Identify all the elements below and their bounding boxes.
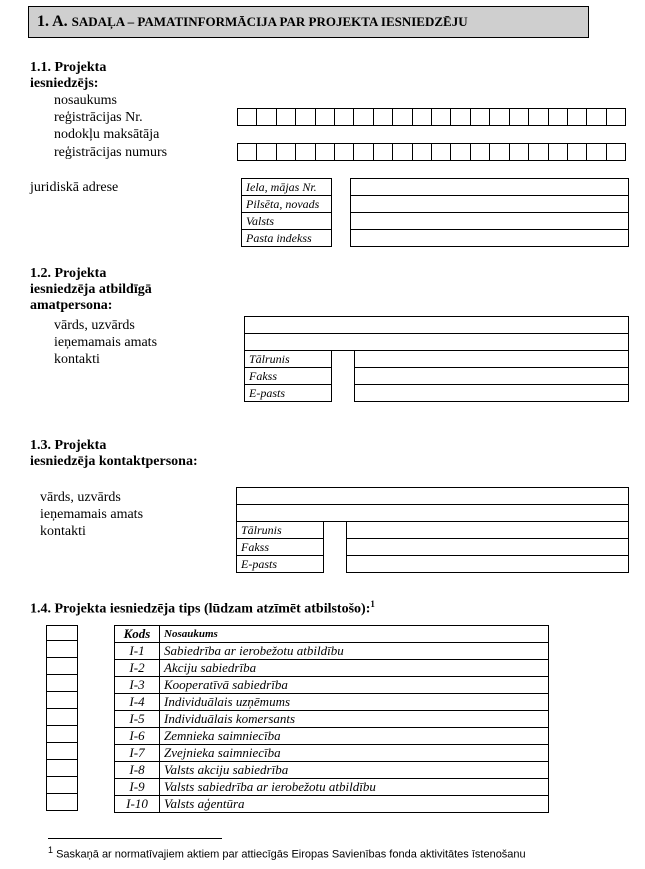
table-row: I-8 Valsts akciju sabiedrība: [115, 762, 549, 779]
s11-tax-label-2: reģistrācijas numurs: [54, 145, 168, 160]
s14-footnote-ref: 1: [370, 599, 375, 609]
s12-contact-labels: [244, 350, 332, 402]
table-row: I-5 Individuālais komersants: [115, 711, 549, 728]
address-postal-input[interactable]: [351, 230, 629, 247]
type-checkbox-i10[interactable]: [47, 794, 78, 811]
s13-contacts-label: kontakti: [40, 524, 86, 539]
address-city-input[interactable]: [351, 196, 629, 213]
table-row: I-1 Sabiedrība ar ierobežotu atbildību: [115, 643, 549, 660]
s13-position-label: ieņemamais amats: [40, 507, 144, 522]
footnote-text: Saskaņā ar normatīvajiem aktiem par attiecīgās Eiropas Savienības fonda aktivitātes īstenošanu: [56, 848, 526, 861]
type-checkbox-i9[interactable]: [47, 777, 78, 794]
s11-tax-label-1: nodokļu maksātāja: [54, 127, 160, 142]
s12-phone-input[interactable]: [355, 351, 629, 368]
s12-contact-inputs: [354, 350, 629, 402]
footnote-mark: 1: [48, 845, 54, 855]
address-country-input[interactable]: [351, 213, 629, 230]
table-row: I-10 Valsts aģentūra: [115, 796, 549, 813]
address-country-label: Valsts: [242, 213, 332, 230]
table-row: I-6 Zemnieka saimniecība: [115, 728, 549, 745]
col-code-header: Kods: [115, 626, 160, 643]
type-checkbox-i8[interactable]: [47, 760, 78, 777]
s12-email-label: E-pasts: [245, 385, 332, 402]
checkbox-header-cell: [47, 626, 78, 641]
s13-email-input[interactable]: [347, 556, 629, 573]
type-checkbox-i5[interactable]: [47, 709, 78, 726]
table-row: I-4 Individuālais uzņēmums: [115, 694, 549, 711]
s11-name-label: nosaukums: [54, 93, 117, 108]
s13-title: 1.3. Projekta iesniedzēja kontaktpersona:: [30, 438, 198, 469]
address-labels-table: [241, 178, 332, 247]
address-postal-label: Pasta indekss: [242, 230, 332, 247]
s12-title: 1.2. Projekta iesniedzēja atbildīgā amatpersona:: [30, 266, 152, 313]
footnote-separator: [48, 838, 222, 839]
s12-contacts-label: kontakti: [54, 352, 100, 367]
table-row: I-3 Kooperatīvā sabiedrība: [115, 677, 549, 694]
s13-fax-label: Fakss: [237, 539, 324, 556]
reg-number-field[interactable]: [237, 108, 626, 126]
s13-position-input[interactable]: [236, 504, 629, 522]
type-checkbox-i3[interactable]: [47, 675, 78, 692]
address-street-input[interactable]: [351, 179, 629, 196]
s11-title: 1.1. Projekta iesniedzējs:: [30, 60, 107, 91]
type-checkbox-i7[interactable]: [47, 743, 78, 760]
section-header: [28, 6, 589, 38]
s13-phone-label: Tālrunis: [237, 522, 324, 539]
s12-position-input[interactable]: [244, 333, 629, 351]
s12-phone-label: Tālrunis: [245, 351, 332, 368]
s13-phone-input[interactable]: [347, 522, 629, 539]
section-title: SADAĻA – PAMATINFORMĀCIJA PAR PROJEKTA IESNIEDZĒJU: [71, 14, 468, 29]
s13-contact-labels: [236, 521, 324, 573]
s12-position-label: ieņemamais amats: [54, 335, 158, 350]
s12-email-input[interactable]: [355, 385, 629, 402]
type-checkbox-i1[interactable]: [47, 641, 78, 658]
address-street-label: Iela, mājas Nr.: [242, 179, 332, 196]
s13-fax-input[interactable]: [347, 539, 629, 556]
table-row: I-2 Akciju sabiedrība: [115, 660, 549, 677]
type-code-table: [114, 625, 549, 813]
tax-number-field[interactable]: [237, 143, 626, 161]
s12-fax-input[interactable]: [355, 368, 629, 385]
address-inputs-table: [350, 178, 629, 247]
col-name-header: Nosaukums: [160, 626, 549, 643]
s13-name-label: vārds, uzvārds: [40, 490, 121, 505]
type-checkbox-i6[interactable]: [47, 726, 78, 743]
footnote: [48, 845, 526, 861]
address-city-label: Pilsēta, novads: [242, 196, 332, 213]
type-checkbox-column: [46, 625, 78, 811]
s13-name-input[interactable]: [236, 487, 629, 505]
s12-name-label: vārds, uzvārds: [54, 318, 135, 333]
table-row: I-9 Valsts sabiedrība ar ierobežotu atbildību: [115, 779, 549, 796]
s12-fax-label: Fakss: [245, 368, 332, 385]
s14-title: 1.4. Projekta iesniedzēja tips (lūdzam atzīmēt atbilstošo):$^1$: [30, 599, 375, 617]
table-row: I-7 Zvejnieka saimniecība: [115, 745, 549, 762]
section-number: 1. A.: [37, 13, 68, 30]
s11-regnr-label: reģistrācijas Nr.: [54, 110, 143, 125]
type-checkbox-i2[interactable]: [47, 658, 78, 675]
s13-email-label: E-pasts: [237, 556, 324, 573]
s13-contact-inputs: [346, 521, 629, 573]
s11-address-label: juridiskā adrese: [30, 180, 119, 195]
type-checkbox-i4[interactable]: [47, 692, 78, 709]
s12-name-input[interactable]: [244, 316, 629, 334]
